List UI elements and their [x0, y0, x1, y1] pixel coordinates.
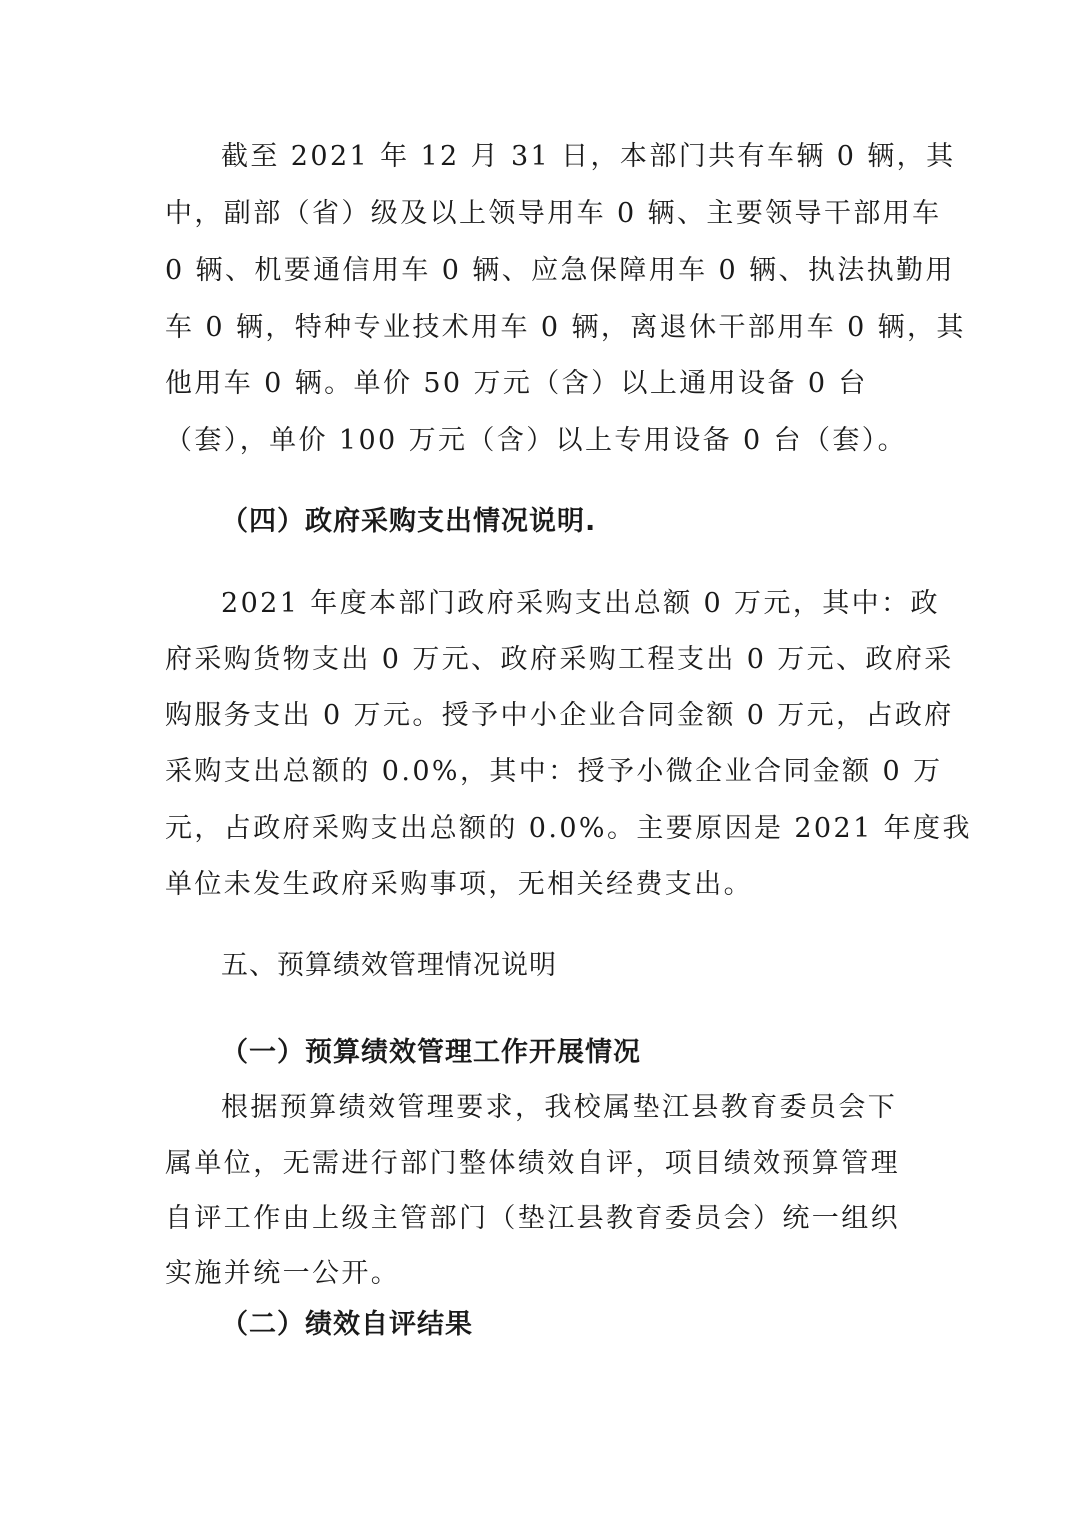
vehicle-paragraph-line-4: 车 0 辆，特种专业技术用车 0 辆，离退休干部用车 0 辆，其 [165, 312, 966, 343]
sub-2-heading: （二）绩效自评结果 [221, 1309, 473, 1340]
procurement-paragraph-line-2: 府采购货物支出 0 万元、政府采购工程支出 0 万元、政府采 [165, 644, 954, 675]
procurement-paragraph-line-1: 2021 年度本部门政府采购支出总额 0 万元，其中：政 [221, 588, 940, 619]
vehicle-paragraph-line-5: 他用车 0 辆。单价 50 万元（含）以上通用设备 0 台 [165, 368, 868, 399]
procurement-paragraph-line-5: 元，占政府采购支出总额的 0.0%。主要原因是 2021 年度我 [165, 813, 972, 844]
performance-paragraph-line-2: 属单位，无需进行部门整体绩效自评，项目绩效预算管理 [165, 1148, 900, 1179]
vehicle-paragraph-line-6: （套），单价 100 万元（含）以上专用设备 0 台（套）。 [165, 425, 908, 456]
procurement-paragraph-line-6: 单位未发生政府采购事项，无相关经费支出。 [165, 869, 753, 900]
vehicle-paragraph-line-1: 截至 2021 年 12 月 31 日，本部门共有车辆 0 辆，其 [221, 141, 956, 172]
section-4-heading: （四）政府采购支出情况说明. [221, 506, 597, 537]
chapter-5-heading: 五、预算绩效管理情况说明 [221, 950, 557, 981]
vehicle-paragraph-line-2: 中，副部（省）级及以上领导用车 0 辆、主要领导干部用车 [165, 198, 942, 229]
procurement-paragraph-line-4: 采购支出总额的 0.0%，其中：授予小微企业合同金额 0 万 [165, 756, 943, 787]
vehicle-paragraph-line-3: 0 辆、机要通信用车 0 辆、应急保障用车 0 辆、执法执勤用 [165, 255, 955, 286]
procurement-paragraph-line-3: 购服务支出 0 万元。授予中小企业合同金额 0 万元，占政府 [165, 700, 954, 731]
sub-1-heading: （一）预算绩效管理工作开展情况 [221, 1037, 641, 1068]
performance-paragraph-line-4: 实施并统一公开。 [165, 1258, 401, 1289]
performance-paragraph-line-1: 根据预算绩效管理要求，我校属垫江县教育委员会下 [221, 1092, 898, 1123]
performance-paragraph-line-3: 自评工作由上级主管部门（垫江县教育委员会）统一组织 [165, 1203, 900, 1234]
